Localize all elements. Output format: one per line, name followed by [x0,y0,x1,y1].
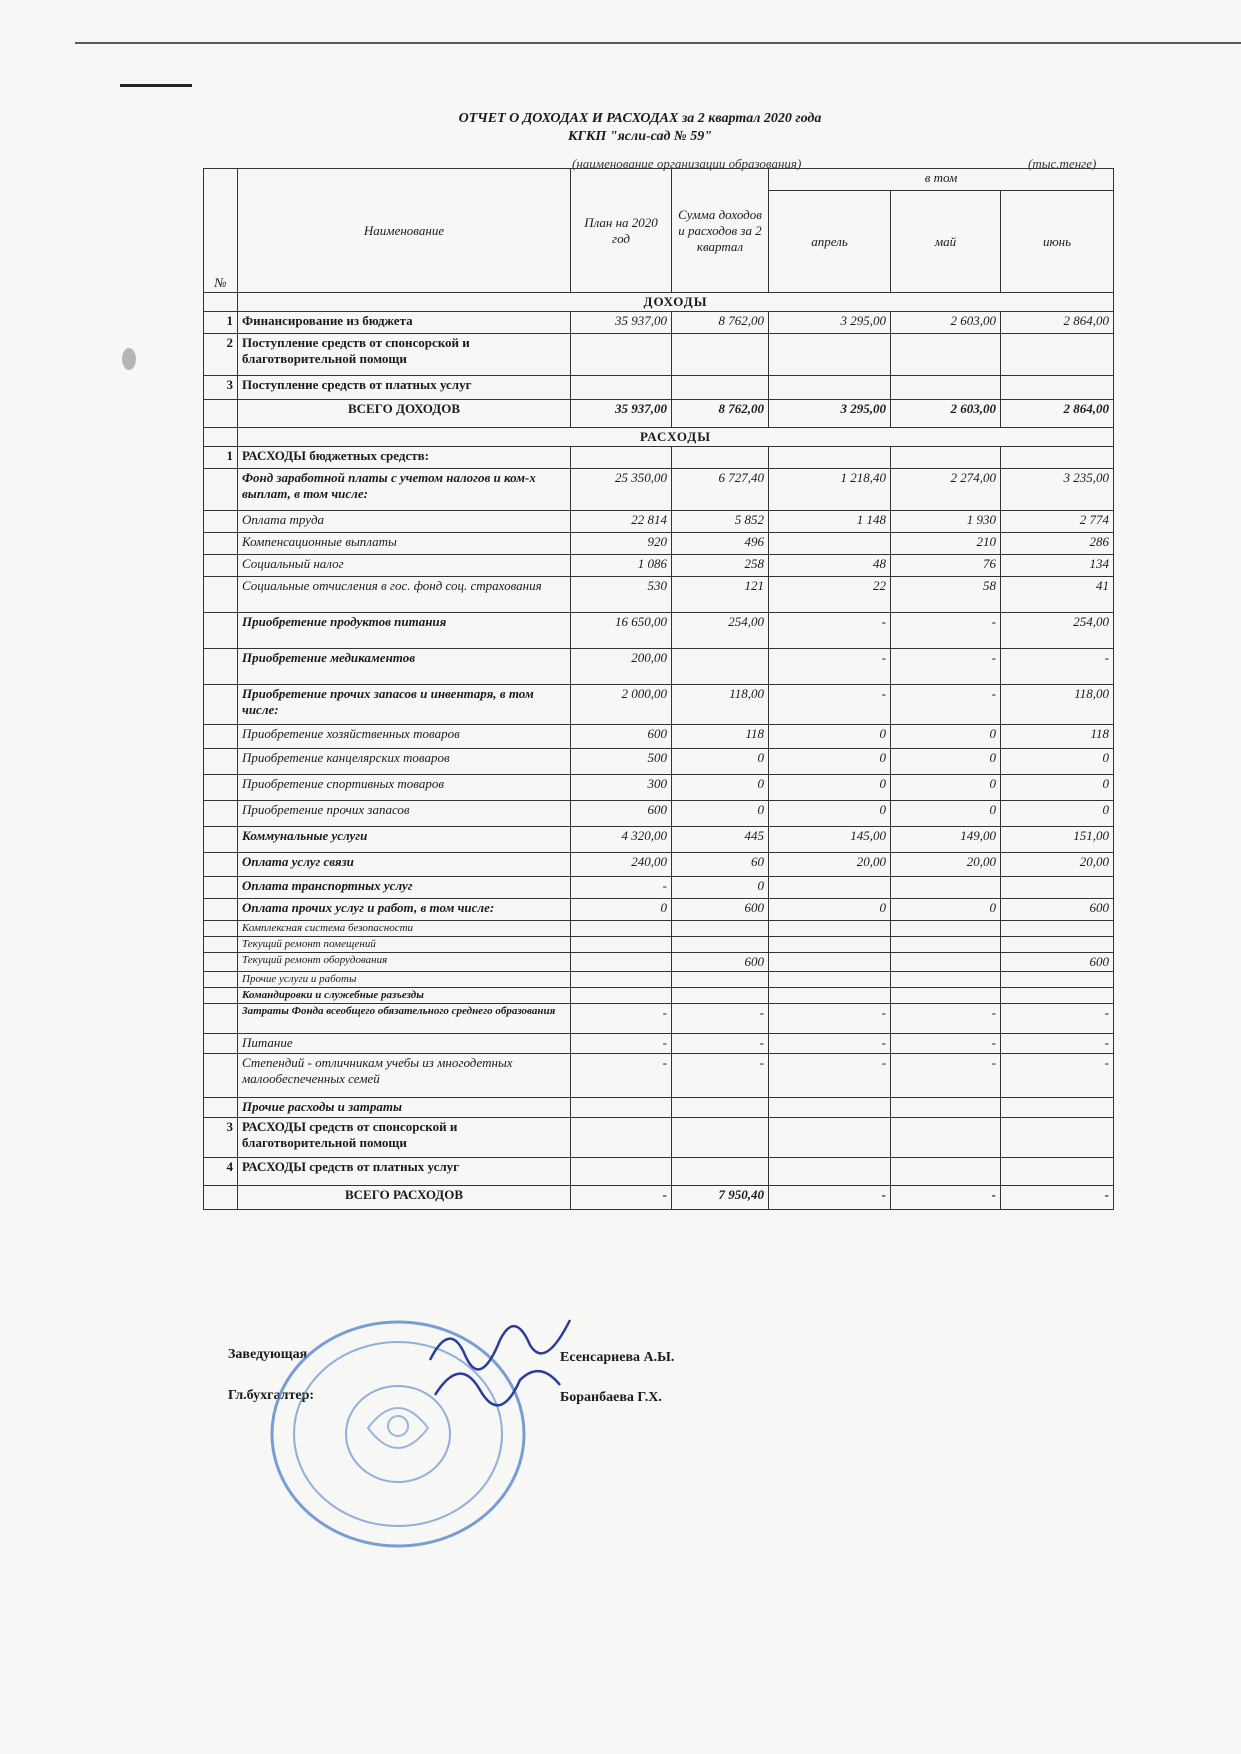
row-name: Питание [238,1034,571,1054]
header-plan: План на 2020 год [571,169,672,293]
row-m2: 210 [891,533,1001,555]
row-plan [571,1098,672,1118]
row-sum [672,1118,769,1158]
row-m1: 0 [769,725,891,749]
row-number [204,775,238,801]
table-row [204,1054,1114,1098]
row-m2: - [891,685,1001,725]
row-m2: - [891,613,1001,649]
row-plan [571,1158,672,1186]
table-row [204,827,1114,853]
row-m3 [1001,334,1114,376]
row-number: 3 [204,376,238,400]
row-m2: 0 [891,801,1001,827]
row-m3 [1001,1118,1114,1158]
row-number [204,877,238,899]
income-section: ДОХОДЫ [238,293,1114,312]
report-table [203,168,1114,1210]
row-plan: 22 814 [571,511,672,533]
table-row [204,555,1114,577]
row-m2: 0 [891,749,1001,775]
row-plan [571,334,672,376]
section-spacer [204,293,238,312]
row-number [204,511,238,533]
row-m1: - [769,1054,891,1098]
expense-section-row [204,428,1114,447]
row-number [204,469,238,511]
row-m3 [1001,1158,1114,1186]
header-sum: Сумма доходов и расходов за 2 квартал [672,169,769,293]
row-m1 [769,988,891,1004]
row-number: 1 [204,447,238,469]
row-name: Коммунальные услуги [238,827,571,853]
table-row [204,1118,1114,1158]
row-sum: 118 [672,725,769,749]
row-sum: - [672,1034,769,1054]
row-plan: 920 [571,533,672,555]
table-row [204,853,1114,877]
row-m1: - [769,1004,891,1034]
row-m2 [891,1118,1001,1158]
row-m3: 2 864,00 [1001,312,1114,334]
table-row [204,577,1114,613]
row-plan: - [571,1034,672,1054]
row-m3 [1001,376,1114,400]
row-sum: - [672,1054,769,1098]
row-m2: - [891,1034,1001,1054]
row-name: Затраты Фонда всеобщего обязательного среднего образования [238,1004,571,1034]
row-m3: - [1001,649,1114,685]
row-m3: 0 [1001,749,1114,775]
row-m2: 0 [891,775,1001,801]
row-plan [571,972,672,988]
row-plan: - [571,1004,672,1034]
row-m1 [769,533,891,555]
row-plan: 35 937,00 [571,312,672,334]
expense-total-row [204,1186,1114,1210]
table-row [204,511,1114,533]
row-m3: 2 774 [1001,511,1114,533]
row-m3: 600 [1001,953,1114,972]
row-number [204,685,238,725]
table-row [204,447,1114,469]
row-m3: 118 [1001,725,1114,749]
row-m3 [1001,988,1114,1004]
row-sum: 600 [672,953,769,972]
row-sum [672,988,769,1004]
row-m1: 0 [769,899,891,921]
row-sum: 60 [672,853,769,877]
row-m1: 0 [769,801,891,827]
row-name: Приобретение прочих запасов и инвентаря, в том числе: [238,685,571,725]
row-sum: 0 [672,877,769,899]
row-name: Поступление средств от спонсорской и благотворительной помощи [238,334,571,376]
row-plan: 600 [571,725,672,749]
report-title-block [360,110,920,146]
table-row [204,533,1114,555]
row-sum [672,334,769,376]
units-caption: (тыс.тенге) [1028,156,1097,171]
row-m2 [891,1098,1001,1118]
row-m2: 2 274,00 [891,469,1001,511]
row-sum: 445 [672,827,769,853]
table-row [204,312,1114,334]
row-number [204,953,238,972]
scan-mark [120,84,192,87]
row-m1: 3 295,00 [769,312,891,334]
table-row [204,937,1114,953]
row-plan [571,953,672,972]
row-sum [672,1098,769,1118]
row-number [204,937,238,953]
accountant-name: Боранбаева Г.Х. [560,1390,662,1405]
row-m2 [891,921,1001,937]
row-number [204,577,238,613]
row-sum: 5 852 [672,511,769,533]
total-spacer [204,400,238,428]
expense-total-label: ВСЕГО РАСХОДОВ [238,1186,571,1210]
row-m2: 1 930 [891,511,1001,533]
row-m1 [769,1118,891,1158]
row-name: Прочие расходы и затраты [238,1098,571,1118]
table-row [204,801,1114,827]
row-number: 1 [204,312,238,334]
row-sum [672,649,769,685]
income-section-row [204,293,1114,312]
row-plan: 200,00 [571,649,672,685]
row-m3: 20,00 [1001,853,1114,877]
row-sum: 6 727,40 [672,469,769,511]
income-total-m3: 2 864,00 [1001,400,1114,428]
row-name: Приобретение канцелярских товаров [238,749,571,775]
row-sum: 121 [672,577,769,613]
row-sum [672,376,769,400]
row-m3: 286 [1001,533,1114,555]
row-number [204,1054,238,1098]
row-number [204,1034,238,1054]
row-name: РАСХОДЫ средств от спонсорской и благотворительной помощи [238,1118,571,1158]
table-row [204,334,1114,376]
row-m2: 0 [891,725,1001,749]
expense-total-m2: - [891,1186,1001,1210]
row-m3: 254,00 [1001,613,1114,649]
row-plan: 16 650,00 [571,613,672,649]
organization-caption: (наименование организации образования) [572,156,802,171]
row-sum [672,447,769,469]
table-row [204,899,1114,921]
row-m3 [1001,447,1114,469]
row-plan: 4 320,00 [571,827,672,853]
row-number [204,749,238,775]
table-row [204,775,1114,801]
income-total-row [204,400,1114,428]
row-m1 [769,1158,891,1186]
row-sum [672,921,769,937]
row-number [204,972,238,988]
row-sum: 0 [672,801,769,827]
accountant-label: Гл.бухгалтер: [228,1388,315,1403]
row-plan: 0 [571,899,672,921]
row-m1: - [769,613,891,649]
row-m1: 1 218,40 [769,469,891,511]
row-number [204,1004,238,1034]
row-m2: - [891,1054,1001,1098]
expense-total-m1: - [769,1186,891,1210]
row-m1 [769,1098,891,1118]
row-name: Социальный налог [238,555,571,577]
row-name: Оплата прочих услуг и работ, в том числе: [238,899,571,921]
expense-section: РАСХОДЫ [238,428,1114,447]
table-row [204,877,1114,899]
income-total-m2: 2 603,00 [891,400,1001,428]
row-name: Финансирование из бюджета [238,312,571,334]
row-m3: 151,00 [1001,827,1114,853]
header-june: июнь [1001,191,1114,293]
row-m1: 145,00 [769,827,891,853]
row-m2: 20,00 [891,853,1001,877]
row-number [204,533,238,555]
row-sum [672,972,769,988]
table-row [204,749,1114,775]
row-name: Прочие услуги и работы [238,972,571,988]
organization-name: КГКП "ясли-сад № 59" [567,129,713,144]
row-m3: 600 [1001,899,1114,921]
header-incl: в том [769,169,1114,191]
table-row [204,988,1114,1004]
income-total-label: ВСЕГО ДОХОДОВ [238,400,571,428]
row-sum: 600 [672,899,769,921]
row-m1: 20,00 [769,853,891,877]
row-plan: 2 000,00 [571,685,672,725]
row-sum [672,1158,769,1186]
total-spacer [204,1186,238,1210]
expense-total-m3: - [1001,1186,1114,1210]
row-sum: 496 [672,533,769,555]
row-m3: 0 [1001,801,1114,827]
row-m2: 2 603,00 [891,312,1001,334]
header-may: май [891,191,1001,293]
head-name: Есенсариева А.Ы. [560,1350,675,1365]
row-plan [571,1118,672,1158]
row-m2 [891,334,1001,376]
row-name: Текущий ремонт помещений [238,937,571,953]
header-april: апрель [769,191,891,293]
row-m2 [891,937,1001,953]
row-m1: - [769,685,891,725]
row-sum: - [672,1004,769,1034]
report-title: ОТЧЕТ О ДОХОДАХ И РАСХОДАХ за 2 квартал 2020 года [458,111,822,126]
row-name: Оплата транспортных услуг [238,877,571,899]
income-total-sum: 8 762,00 [672,400,769,428]
header-no: № [204,169,238,293]
table-row [204,1034,1114,1054]
row-m2: - [891,649,1001,685]
row-name: Оплата услуг связи [238,853,571,877]
row-plan: 500 [571,749,672,775]
row-m3: - [1001,1004,1114,1034]
row-sum: 0 [672,775,769,801]
row-number [204,921,238,937]
row-m3: - [1001,1054,1114,1098]
row-m1 [769,376,891,400]
row-number: 4 [204,1158,238,1186]
table-row [204,685,1114,725]
table-row [204,921,1114,937]
row-m2 [891,877,1001,899]
head-label: Заведующая [228,1347,308,1362]
row-number [204,613,238,649]
row-sum: 8 762,00 [672,312,769,334]
table-row [204,649,1114,685]
row-m2 [891,1158,1001,1186]
row-m2 [891,953,1001,972]
row-name: Поступление средств от платных услуг [238,376,571,400]
row-number [204,853,238,877]
row-number [204,801,238,827]
row-number: 2 [204,334,238,376]
signature-icon [420,1300,580,1410]
row-sum: 118,00 [672,685,769,725]
row-name: Степендий - отличникам учебы из многодетных малообеспеченных семей [238,1054,571,1098]
row-m1 [769,937,891,953]
row-m3: - [1001,1034,1114,1054]
row-m3: 118,00 [1001,685,1114,725]
row-name: Фонд заработной платы с учетом налогов и ком-х выплат, в том числе: [238,469,571,511]
row-name: Приобретение прочих запасов [238,801,571,827]
row-m3 [1001,921,1114,937]
row-plan: 600 [571,801,672,827]
table-row [204,725,1114,749]
row-plan [571,447,672,469]
row-m3 [1001,972,1114,988]
row-m2: 0 [891,899,1001,921]
row-name: Приобретение медикаментов [238,649,571,685]
row-m2: 76 [891,555,1001,577]
row-name: Комплексная система безопасности [238,921,571,937]
row-m2 [891,447,1001,469]
row-plan: 25 350,00 [571,469,672,511]
row-m2 [891,376,1001,400]
row-sum [672,937,769,953]
row-plan [571,988,672,1004]
table-row [204,1004,1114,1034]
row-plan: 1 086 [571,555,672,577]
row-plan [571,376,672,400]
row-m3: 134 [1001,555,1114,577]
row-m3 [1001,1098,1114,1118]
row-sum: 258 [672,555,769,577]
row-m2: 149,00 [891,827,1001,853]
row-number [204,725,238,749]
row-m1: 1 148 [769,511,891,533]
row-m2 [891,972,1001,988]
row-m1 [769,447,891,469]
header-name: Наименование [238,169,571,293]
scan-speck [122,348,136,370]
row-name: РАСХОДЫ бюджетных средств: [238,447,571,469]
row-name: Приобретение хозяйственных товаров [238,725,571,749]
row-number [204,827,238,853]
row-m1 [769,334,891,376]
row-name: Текущий ремонт оборудования [238,953,571,972]
row-m1 [769,921,891,937]
row-name: Социальные отчисления в гос. фонд соц. страхования [238,577,571,613]
row-m1 [769,972,891,988]
row-plan: 530 [571,577,672,613]
row-m2 [891,988,1001,1004]
row-m3 [1001,937,1114,953]
row-number [204,1098,238,1118]
row-name: Командировки и служебные разъезды [238,988,571,1004]
row-name: РАСХОДЫ средств от платных услуг [238,1158,571,1186]
row-number [204,988,238,1004]
row-plan [571,937,672,953]
row-m1: - [769,649,891,685]
table-row [204,469,1114,511]
row-m3 [1001,877,1114,899]
income-total-m1: 3 295,00 [769,400,891,428]
row-plan: - [571,877,672,899]
section-spacer [204,428,238,447]
table-row [204,1158,1114,1186]
row-number: 3 [204,1118,238,1158]
row-m1 [769,953,891,972]
row-m1: 0 [769,749,891,775]
row-m1: 48 [769,555,891,577]
row-plan: 240,00 [571,853,672,877]
row-plan: - [571,1054,672,1098]
row-number [204,649,238,685]
row-m3: 41 [1001,577,1114,613]
table-row [204,953,1114,972]
table-row [204,376,1114,400]
table-row [204,613,1114,649]
row-m2: - [891,1004,1001,1034]
row-m1: 22 [769,577,891,613]
row-number [204,899,238,921]
row-sum: 254,00 [672,613,769,649]
table-row [204,1098,1114,1118]
row-number [204,555,238,577]
row-name: Приобретение продуктов питания [238,613,571,649]
row-m3: 3 235,00 [1001,469,1114,511]
row-m1: - [769,1034,891,1054]
row-m1: 0 [769,775,891,801]
income-total-plan: 35 937,00 [571,400,672,428]
row-m3: 0 [1001,775,1114,801]
expense-total-plan: - [571,1186,672,1210]
table-row [204,972,1114,988]
scan-edge-line [75,42,1241,44]
expense-total-sum: 7 950,40 [672,1186,769,1210]
report-body [204,293,1114,1210]
row-name: Приобретение спортивных товаров [238,775,571,801]
row-name: Оплата труда [238,511,571,533]
row-m1 [769,877,891,899]
row-m2: 58 [891,577,1001,613]
row-name: Компенсационные выплаты [238,533,571,555]
row-plan [571,921,672,937]
row-plan: 300 [571,775,672,801]
row-sum: 0 [672,749,769,775]
